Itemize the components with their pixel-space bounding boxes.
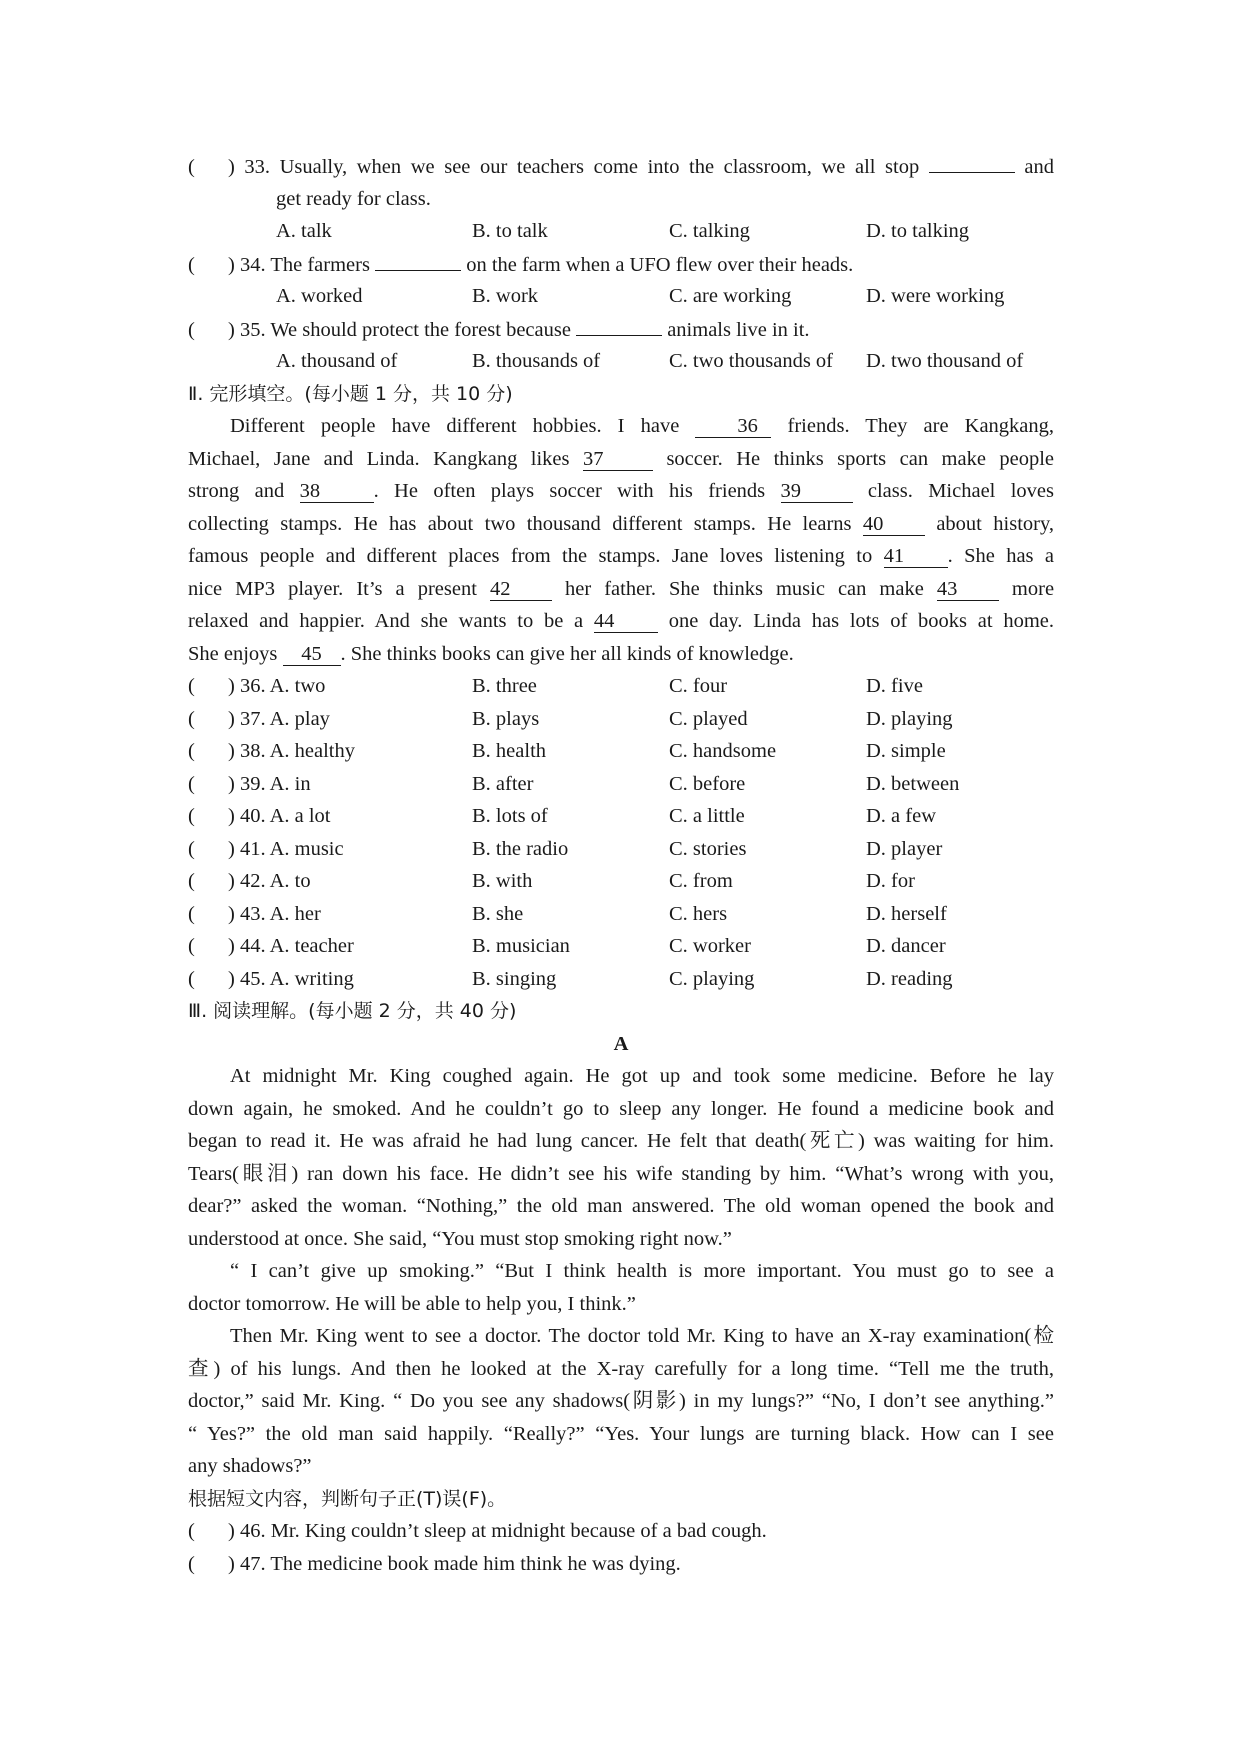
passage-text: . She has a — [947, 545, 1055, 567]
passage-text: Michael, Jane and Linda. Kangkang likes — [188, 447, 570, 470]
cloze-blank-39[interactable]: 39 — [781, 480, 853, 503]
passage-line — [188, 573, 1054, 606]
option-b[interactable]: B. she — [472, 902, 524, 925]
answer-paren[interactable]: ( — [188, 967, 195, 990]
question-34-stem — [188, 248, 1054, 281]
option-c[interactable]: C. four — [669, 675, 728, 697]
option-b[interactable]: B. three — [472, 675, 537, 697]
passage-text: soccer. He thinks sports can make people — [666, 447, 1055, 470]
option-b[interactable]: B. health — [472, 740, 547, 762]
passage-text: her father. She thinks music can make — [564, 577, 924, 600]
option-d[interactable]: D. to talking — [866, 220, 970, 242]
question-text: animals live in it. — [667, 318, 810, 341]
option-a[interactable]: ) 42. A. to — [228, 870, 311, 892]
cloze-blank-40[interactable]: 40 — [863, 513, 925, 536]
question-text: and — [1024, 156, 1055, 178]
option-d[interactable]: D. for — [866, 870, 915, 892]
option-d[interactable]: D. dancer — [866, 935, 946, 957]
option-d[interactable]: D. player — [866, 837, 943, 860]
answer-paren[interactable]: ( — [188, 675, 195, 697]
option-a[interactable]: ) 41. A. music — [228, 837, 344, 860]
answer-paren[interactable]: ( — [188, 837, 195, 860]
option-d[interactable]: D. simple — [866, 740, 946, 762]
option-a[interactable]: ) 36. A. two — [228, 675, 326, 697]
option-a[interactable]: A. talk — [276, 220, 332, 242]
passage-line — [188, 638, 1054, 671]
option-a[interactable]: ) 39. A. in — [228, 772, 311, 795]
exam-page — [188, 150, 1054, 1580]
passage-line — [188, 410, 1054, 443]
passage-line: dear?” asked the woman. “Nothing,” the old man answered. The old woman opened the book and — [188, 1195, 1054, 1217]
question-text: ) 46. Mr. King couldn’t sleep at midnight because of a bad cough. — [228, 1520, 767, 1542]
cloze-blank-41[interactable]: 41 — [884, 545, 948, 568]
question-33-options — [188, 215, 1054, 248]
option-a[interactable]: ) 43. A. her — [228, 902, 321, 925]
cloze-question — [188, 703, 1054, 736]
passage-line — [188, 508, 1054, 541]
answer-paren[interactable]: ( — [188, 902, 195, 925]
passage-line: down again, he smoked. And he couldn’t go to sleep any longer. He found a medicine book and — [188, 1097, 1054, 1120]
passage-text: nice MP3 player. It’s a present — [188, 577, 477, 600]
passage-line: began to read it. He was afraid he had lung cancer. He felt that death(死亡) was waiting for him. — [188, 1130, 1054, 1152]
cloze-question — [188, 898, 1054, 931]
question-33-stem-cont: get ready for class. — [276, 187, 431, 210]
option-c[interactable]: C. played — [669, 707, 748, 730]
cloze-question — [188, 930, 1054, 963]
question-34-options — [188, 280, 1054, 313]
passage-line — [188, 475, 1054, 508]
answer-paren[interactable]: ( — [188, 253, 195, 276]
option-b[interactable]: B. after — [472, 772, 534, 795]
answer-paren[interactable]: ( — [188, 318, 195, 341]
cloze-question-list — [188, 670, 1054, 995]
tf-instruction: 根据短文内容，判断句子正(T)误(F)。 — [188, 1487, 507, 1510]
option-c[interactable]: C. two thousands of — [669, 350, 833, 372]
passage-line: doctor tomorrow. He will be able to help you, I think.” — [188, 1292, 636, 1315]
cloze-question — [188, 800, 1054, 833]
answer-paren[interactable]: ( — [188, 805, 195, 827]
option-d[interactable]: D. five — [866, 675, 923, 697]
cloze-question — [188, 865, 1054, 898]
passage-line: 查) of his lungs. And then he looked at the X-ray carefully for a long time. “Tell me the truth, — [188, 1357, 1054, 1380]
passage-line: Tears(眼泪) ran down his face. He didn’t see his wife standing by him. “What’s wrong with you, — [188, 1162, 1054, 1185]
passage-text: . He often plays soccer with his friends — [373, 480, 766, 502]
option-c[interactable]: C. before — [669, 772, 746, 795]
question-text: on the farm when a UFO flew over their heads. — [466, 253, 854, 276]
passage-line: “ I can’t give up smoking.” “But I think health is more important. You must go to see a — [230, 1260, 1054, 1282]
passage-line: any shadows?” — [188, 1455, 312, 1477]
passage-text: friends. They are Kangkang, — [787, 415, 1055, 437]
option-d[interactable]: D. between — [866, 772, 960, 795]
option-b[interactable]: B. thousands of — [472, 350, 601, 372]
passage-text: relaxed and happier. And she wants to be a — [188, 610, 584, 632]
option-b[interactable]: B. lots of — [472, 805, 548, 827]
option-d[interactable]: D. herself — [866, 902, 947, 925]
answer-blank[interactable] — [576, 313, 662, 336]
passage-text: about history, — [936, 512, 1055, 535]
passage-title: A — [613, 1032, 629, 1055]
option-b[interactable]: B. musician — [472, 935, 570, 957]
option-a[interactable]: ) 44. A. teacher — [228, 935, 354, 957]
option-c[interactable]: C. a little — [669, 805, 745, 827]
question-text: ) 34. The farmers — [228, 253, 370, 276]
cloze-blank-43[interactable]: 43 — [937, 578, 999, 601]
answer-paren[interactable]: ( — [188, 156, 195, 178]
answer-blank[interactable] — [929, 150, 1015, 173]
option-a[interactable]: A. thousand of — [276, 350, 398, 372]
passage-text: class. Michael loves — [867, 480, 1055, 502]
option-d[interactable]: D. were working — [866, 285, 1005, 307]
option-d[interactable]: D. a few — [866, 805, 937, 827]
passage-line: doctor,” said Mr. King. “ Do you see any shadows(阴影) in my lungs?” “No, I don’t see anything.” — [188, 1390, 1054, 1412]
passage-text: She enjoys — [188, 642, 278, 665]
cloze-blank-42[interactable]: 42 — [490, 578, 552, 601]
cloze-question — [188, 833, 1054, 866]
option-a[interactable]: ) 38. A. healthy — [228, 740, 355, 762]
option-a[interactable]: ) 40. A. a lot — [228, 805, 331, 827]
option-c[interactable]: C. talking — [669, 220, 750, 242]
option-a[interactable]: A. worked — [276, 285, 363, 307]
cloze-question — [188, 963, 1054, 996]
answer-paren[interactable]: ( — [188, 707, 195, 730]
passage-line: Then Mr. King went to see a doctor. The doctor told Mr. King to have an X-ray examination(检 — [230, 1325, 1054, 1347]
question-text: ) 47. The medicine book made him think he was dying. — [228, 1552, 681, 1575]
passage-line: understood at once. She said, “You must stop smoking right now.” — [188, 1227, 732, 1250]
tf-question-47 — [188, 1548, 1054, 1581]
passage-line: At midnight Mr. King coughed again. He got up and took some medicine. Before he lay — [230, 1065, 1054, 1087]
passage-text: Different people have different hobbies. I have — [230, 415, 680, 437]
cloze-question — [188, 670, 1054, 703]
option-d[interactable]: D. reading — [866, 967, 953, 990]
question-35-options — [188, 345, 1054, 378]
cloze-blank-45[interactable]: 45 — [283, 643, 341, 666]
section-3-heading: Ⅲ. 阅读理解。(每小题 2 分，共 40 分) — [188, 1000, 517, 1022]
cloze-question — [188, 735, 1054, 768]
option-c[interactable]: C. hers — [669, 902, 728, 925]
passage-line: “ Yes?” the old man said happily. “Really?” “Yes. Your lungs are turning black. How can I see — [188, 1422, 1054, 1445]
answer-paren[interactable]: ( — [188, 1520, 195, 1542]
question-text: ) 35. We should protect the forest because — [228, 318, 571, 341]
section-2-heading: Ⅱ. 完形填空。(每小题 1 分，共 10 分) — [188, 382, 513, 405]
option-b[interactable]: B. the radio — [472, 837, 569, 860]
cloze-passage — [188, 410, 1054, 670]
option-c[interactable]: C. handsome — [669, 740, 777, 762]
passage-text: one day. Linda has lots of books at home. — [668, 610, 1055, 632]
cloze-blank-36[interactable]: 36 — [695, 415, 771, 438]
passage-text: . She thinks books can give her all kinds of knowledge. — [340, 642, 794, 665]
answer-paren[interactable]: ( — [188, 1552, 195, 1575]
passage-text: famous people and different places from the stamps. Jane loves listening to — [188, 545, 873, 567]
option-d[interactable]: D. two thousand of — [866, 350, 1024, 372]
answer-paren[interactable]: ( — [188, 935, 195, 957]
option-c[interactable]: C. playing — [669, 967, 755, 990]
answer-paren[interactable]: ( — [188, 772, 195, 795]
cloze-question — [188, 768, 1054, 801]
answer-blank[interactable] — [375, 248, 461, 271]
option-d[interactable]: D. playing — [866, 707, 953, 730]
option-b[interactable]: B. with — [472, 870, 533, 892]
option-c[interactable]: C. are working — [669, 285, 792, 307]
option-a[interactable]: ) 37. A. play — [228, 707, 330, 730]
answer-paren[interactable]: ( — [188, 740, 195, 762]
passage-line — [188, 540, 1054, 573]
tf-question-46 — [188, 1515, 1054, 1548]
option-b[interactable]: B. plays — [472, 707, 540, 730]
option-c[interactable]: C. worker — [669, 935, 751, 957]
passage-text: more — [1011, 577, 1055, 600]
option-c[interactable]: C. stories — [669, 837, 747, 860]
cloze-blank-44[interactable]: 44 — [594, 610, 658, 633]
passage-text: collecting stamps. He has about two thousand different stamps. He learns — [188, 512, 852, 535]
option-b[interactable]: B. singing — [472, 967, 557, 990]
passage-text: strong and — [188, 480, 285, 502]
passage-line — [188, 443, 1054, 476]
question-text: ) 33. Usually, when we see our teachers come into the classroom, we all stop — [228, 156, 920, 178]
answer-paren[interactable]: ( — [188, 870, 195, 892]
question-35-stem — [188, 313, 1054, 346]
passage-line — [188, 605, 1054, 638]
option-a[interactable]: ) 45. A. writing — [228, 967, 354, 990]
cloze-blank-37[interactable]: 37 — [583, 448, 653, 471]
option-b[interactable]: B. work — [472, 285, 539, 307]
option-b[interactable]: B. to talk — [472, 220, 548, 242]
option-c[interactable]: C. from — [669, 870, 733, 892]
reading-passage — [188, 1060, 1054, 1483]
question-33-stem — [188, 150, 1054, 183]
cloze-blank-38[interactable]: 38 — [300, 480, 374, 503]
